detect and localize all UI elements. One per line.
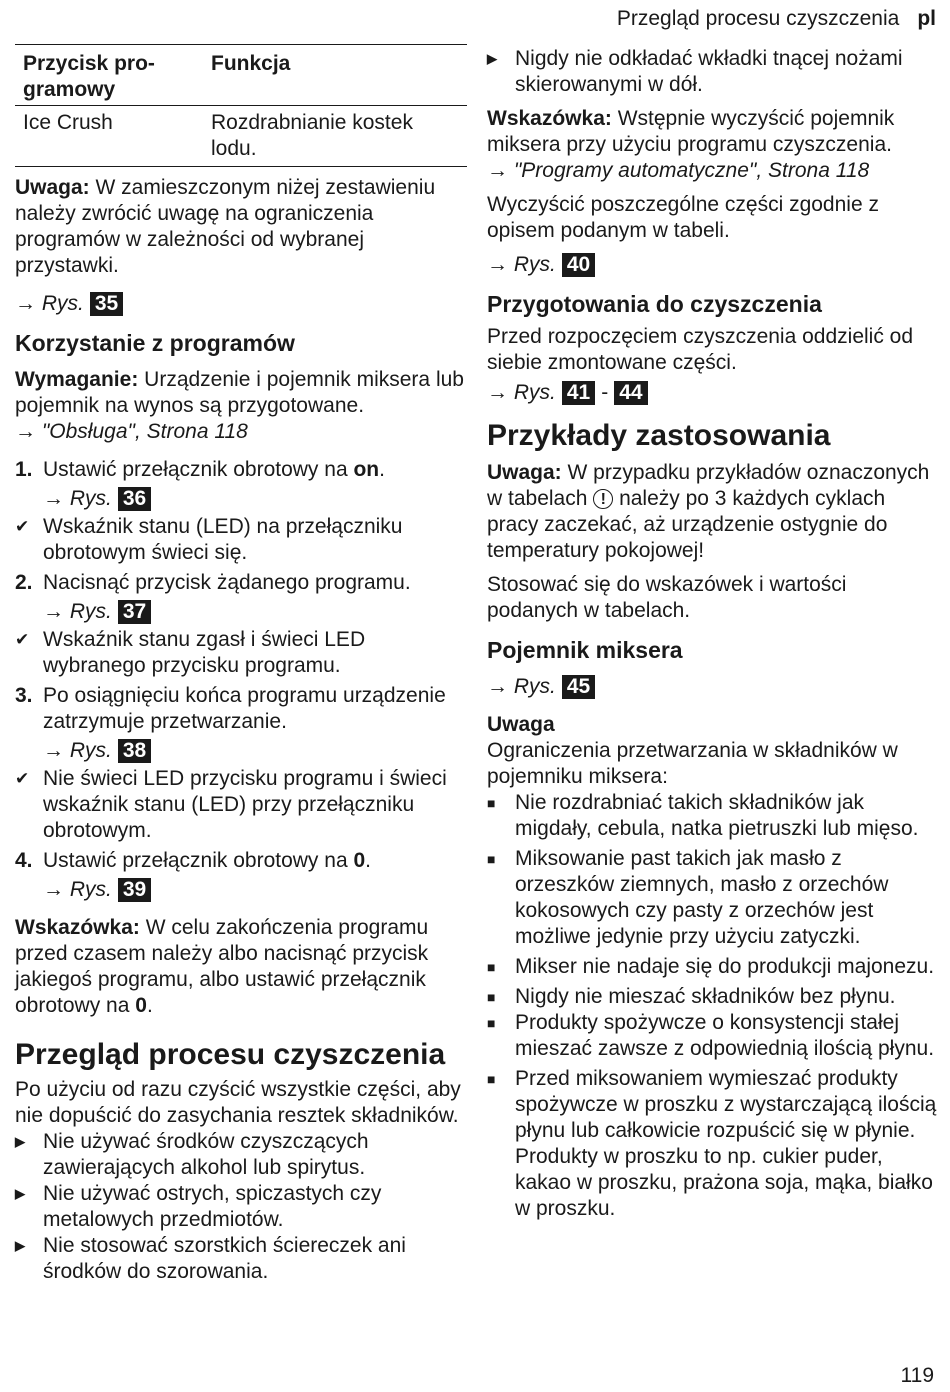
figure-ref-arrow: → Rys. [43, 739, 112, 762]
figure-ref-arrow: → Rys. [15, 292, 84, 315]
figure-ref-39 [15, 877, 467, 903]
figure-number-badge: 40 [562, 253, 595, 277]
list-item [15, 1181, 467, 1233]
square-bullet-icon: ■ [487, 851, 496, 867]
table-cell-function: Rozdrabnianie kostek lodu. [203, 106, 467, 167]
running-header [617, 6, 936, 32]
note-paragraph [15, 175, 467, 279]
checkmark-icon: ✔ [15, 630, 30, 649]
hint-paragraph [15, 915, 467, 1019]
step-text-bold: on [353, 458, 380, 481]
cross-reference: → "Obsługa", Strona 118 [15, 420, 248, 443]
header-section-title: Przegląd procesu czyszczenia [616, 7, 900, 30]
hint-paragraph [487, 106, 937, 158]
checkmark-icon: ✔ [15, 769, 30, 788]
step-item [15, 457, 467, 483]
figure-number-badge: 37 [118, 600, 151, 624]
prep-paragraph: Przed rozpoczęciem czyszczenia oddzielić od siebie zmontowane części. [487, 325, 914, 374]
values-paragraph: Stosować się do wskazówek i wartości podanych w tabelach. [487, 573, 847, 622]
requirement-text: Urządzenie i pojemnik miksera lub pojemnik na wynos są przygotowane. [15, 368, 464, 417]
step-text-main: Ustawić przełącznik obrotowy na [43, 849, 354, 872]
hint-text: Wstępnie wyczyścić pojemnik miksera przy użyciu programu czyszczenia. [487, 107, 895, 156]
list-item [487, 46, 937, 98]
table-header-function: Funkcja [203, 45, 467, 106]
right-column [487, 46, 937, 1222]
table-header-row [15, 45, 467, 106]
result-text: Wskaźnik stanu (LED) na przełączniku obrotowym świeci się. [43, 515, 403, 564]
hint-label: Wskazówka: [487, 107, 612, 130]
result-item [15, 627, 467, 679]
list-item [487, 954, 937, 980]
step-text-end: . [365, 849, 371, 872]
result-text: Nie świeci LED przycisku programu i świeci wskaźnik stanu (LED) przy przełączniku obrotowym. [43, 767, 447, 842]
page-number: 119 [900, 1364, 934, 1387]
list-item [15, 1233, 467, 1285]
figure-number-badge: 45 [562, 675, 595, 699]
list-item-text: Nie używać środków czyszczących zawierających alkohol lub spirytus. [43, 1130, 369, 1179]
step-text-end: . [379, 458, 385, 481]
result-text: Wskaźnik stanu zgasł i świeci LED wybranego przycisku programu. [43, 628, 366, 677]
cleaning-intro: Po użyciu od razu czyścić wszystkie części, aby nie dopuścić do zasychania resztek składników. [15, 1078, 461, 1127]
list-item-text: Nigdy nie odkładać wkładki tnącej nożami skierowanymi w dół. [515, 47, 903, 96]
result-item [15, 766, 467, 844]
note-text: W zamieszczonym niżej zestawieniu należy zwrócić uwagę na ograniczenia programów w zależności od wybranej przystawki. [15, 176, 436, 277]
figure-number-badge: 44 [614, 381, 647, 405]
figure-ref-45 [487, 674, 937, 700]
table-row [15, 106, 467, 167]
figure-number-badge: 35 [90, 292, 123, 316]
heading-blender-jar: Pojemnik miksera [487, 637, 683, 663]
figure-number-badge: 36 [118, 487, 151, 511]
step-item [15, 570, 467, 596]
list-item-text: Przed miksowaniem wymieszać produkty spożywcze w proszku z wystarczającą ilością płynu lub całkowicie rozpuścić się w płynie. Produkty w proszku to np. cukier puder, kakao w proszku, prażona soja, mąka, białko w proszku. [515, 1067, 937, 1220]
square-bullet-icon: ■ [487, 795, 496, 811]
triangle-bullet-icon: ▶ [487, 51, 497, 66]
result-item [15, 514, 467, 566]
heading-examples: Przykłady zastosowania [487, 419, 831, 452]
table-cell-program: Ice Crush [15, 106, 203, 167]
figure-ref-arrow: → Rys. [43, 487, 112, 510]
step-text-main: Ustawić przełącznik obrotowy na [43, 458, 354, 481]
parts-paragraph: Wyczyścić poszczególne części zgodnie z opisem podanym w tabeli. [487, 193, 879, 242]
step-item [15, 683, 467, 735]
figure-ref-36 [15, 486, 467, 512]
heading-using-programs: Korzystanie z programów [15, 330, 295, 356]
square-bullet-icon: ■ [487, 959, 496, 975]
square-bullet-icon: ■ [487, 1071, 496, 1087]
requirement-label: Wymaganie: [15, 368, 139, 391]
step-text: Po osiągnięciu końca programu urządzenie zatrzymuje przetwarzanie. [43, 684, 446, 733]
figure-number-badge: 38 [118, 739, 151, 763]
triangle-bullet-icon: ▶ [15, 1186, 25, 1201]
list-item-text: Miksowanie past takich jak masło z orzeszków ziemnych, masło z orzechów kokosowych czy pasty z orzechów jest możliwe jedynie przy użyciu zatyczki. [515, 847, 889, 948]
step-item [15, 848, 467, 874]
list-item-text: Nie używać ostrych, spiczastych czy metalowych przedmiotów. [43, 1182, 382, 1231]
list-item-text: Produkty spożywcze o konsystencji stałej mieszać zawsze z odpowiednią ilością płynu. [515, 1011, 935, 1060]
triangle-bullet-icon: ▶ [15, 1238, 25, 1253]
list-item [487, 1066, 937, 1222]
note-label: Uwaga: [487, 461, 562, 484]
alert-icon: ! [593, 489, 613, 509]
hint-label: Wskazówka: [15, 916, 140, 939]
list-item [15, 1129, 467, 1181]
figure-range-separator: - [601, 381, 609, 404]
list-item-text: Nie stosować szorstkich ściereczek ani środków do szorowania. [43, 1234, 406, 1283]
figure-ref-38 [15, 738, 467, 764]
note-text-continued: należy po 3 każdych cyklach pracy zaczekać, aż urządzenie ostygnie do temperatury pokojowej! [487, 487, 888, 562]
program-table [15, 44, 467, 167]
cross-reference: → "Programy automatyczne", Strona 118 [487, 159, 870, 182]
list-item [487, 790, 937, 842]
list-item [487, 1010, 937, 1062]
hint-text: W celu zakończenia programu przed czasem należy albo nacisnąć przycisk jakiegoś programu, albo ustawić przełącznik obrotowy na [15, 916, 429, 1017]
hint-text-bold: 0 [135, 994, 147, 1017]
step-number: 4. [15, 849, 33, 872]
figure-ref-37 [15, 599, 467, 625]
list-item-text: Nigdy nie mieszać składników bez płynu. [515, 985, 896, 1008]
figure-ref-35 [15, 291, 467, 317]
figure-ref-arrow: → Rys. [43, 600, 112, 623]
note-text: W przypadku przykładów oznaczonych w tabelach [487, 461, 930, 510]
list-item-text: Mikser nie nadaje się do produkcji majonezu. [515, 955, 935, 978]
header-language: pl [917, 7, 936, 30]
note-paragraph [487, 460, 937, 564]
figure-ref-arrow: → Rys. [43, 878, 112, 901]
checkmark-icon: ✔ [15, 517, 30, 536]
requirement-paragraph [15, 367, 467, 419]
list-item [487, 984, 937, 1010]
left-column [15, 44, 467, 1285]
step-text: Nacisnąć przycisk żądanego programu. [43, 571, 411, 594]
heading-cleaning-prep: Przygotowania do czyszczenia [487, 291, 822, 317]
caution-title: Uwaga [487, 713, 555, 736]
step-text [43, 848, 371, 874]
step-number: 2. [15, 571, 33, 594]
triangle-bullet-icon: ▶ [15, 1134, 25, 1149]
step-text [43, 457, 385, 483]
note-label: Uwaga: [15, 176, 90, 199]
figure-ref-40 [487, 252, 937, 278]
square-bullet-icon: ■ [487, 1015, 496, 1031]
figure-ref-arrow: → Rys. [487, 675, 556, 698]
figure-number-badge: 41 [562, 381, 595, 405]
figure-ref-arrow: → Rys. [487, 381, 556, 404]
heading-cleaning-overview: Przegląd procesu czyszczenia [15, 1038, 446, 1071]
step-number: 1. [15, 458, 33, 481]
step-text-bold: 0 [353, 849, 366, 872]
table-header-program: Przycisk pro-gramowy [15, 45, 203, 106]
list-item [487, 846, 937, 950]
figure-ref-41-44 [487, 380, 937, 406]
list-item-text: Nie rozdrabniać takich składników jak migdały, cebula, natka pietruszki lub mięso. [515, 791, 919, 840]
square-bullet-icon: ■ [487, 989, 496, 1005]
caution-text: Ograniczenia przetwarzania w składników w pojemniku miksera: [487, 739, 898, 788]
step-number: 3. [15, 684, 33, 707]
figure-number-badge: 39 [118, 878, 151, 902]
hint-text-end: . [146, 994, 153, 1017]
figure-ref-arrow: → Rys. [487, 253, 556, 276]
